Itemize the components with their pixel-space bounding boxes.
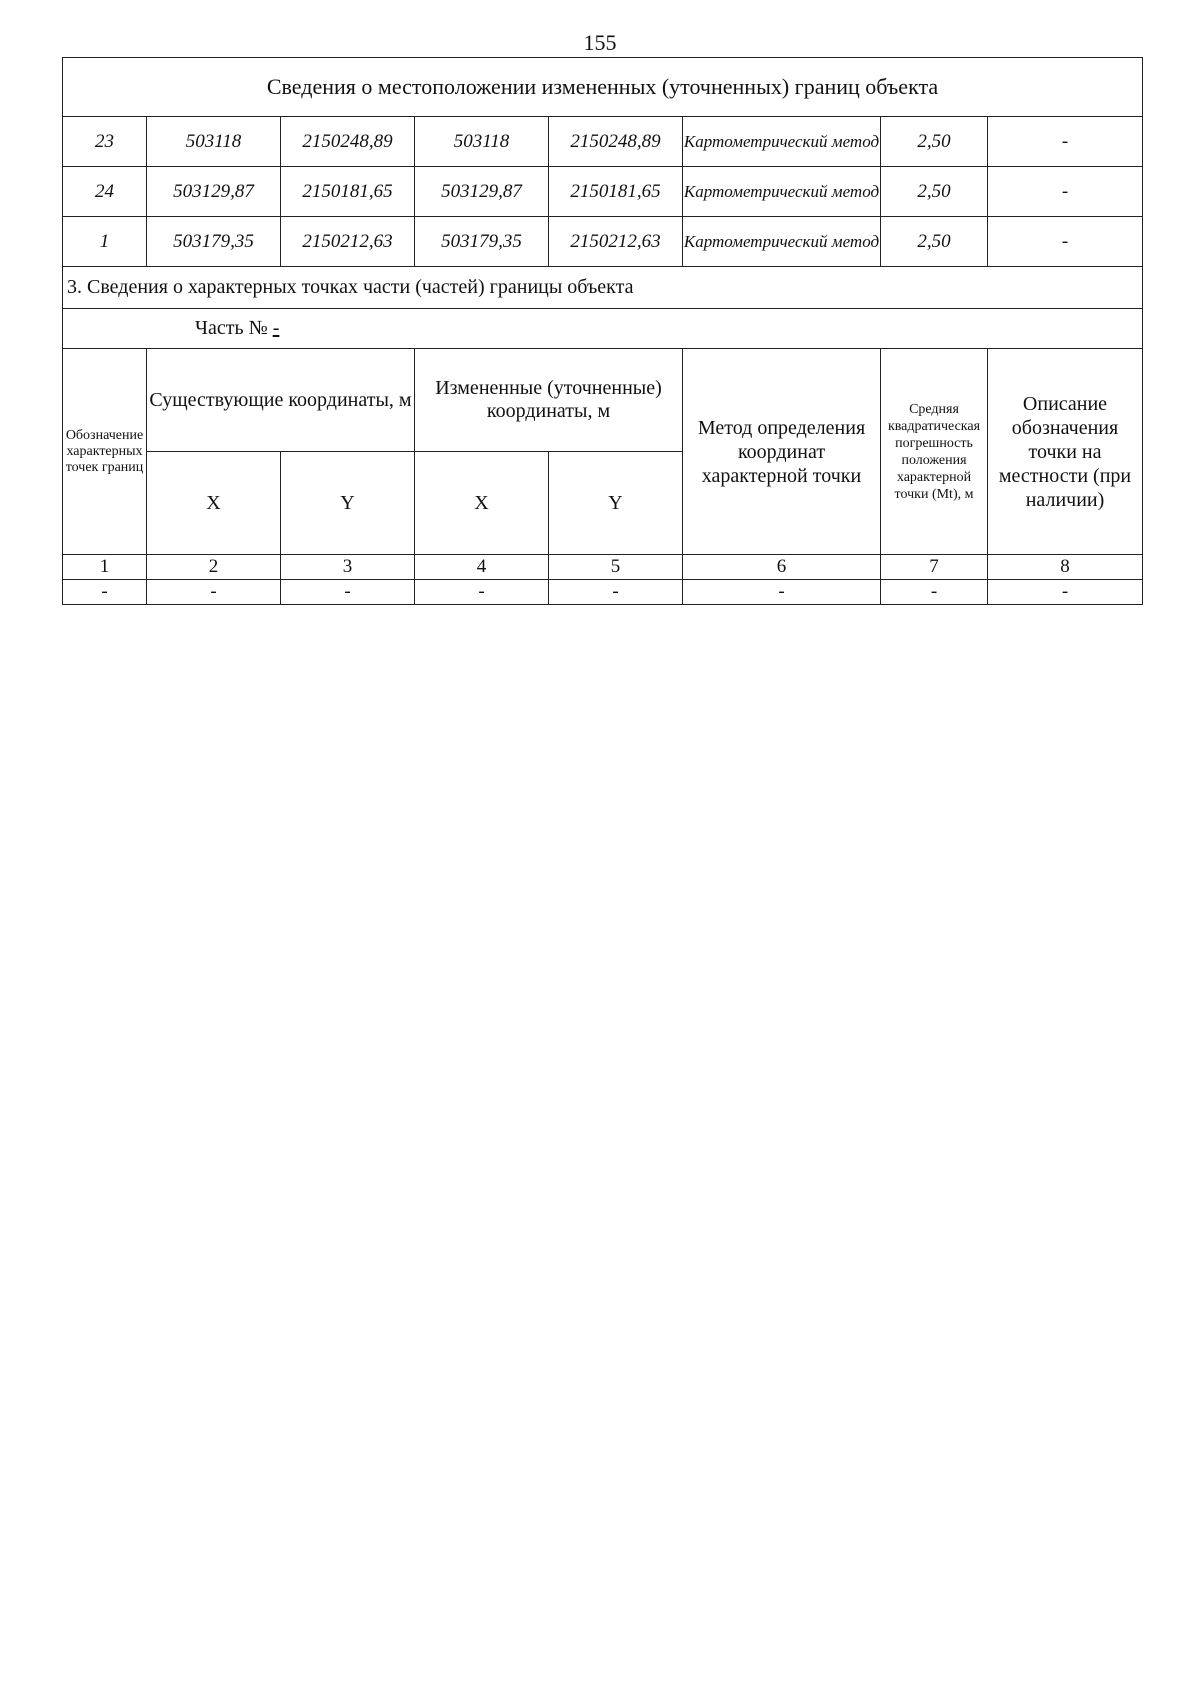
column-number: 6 [683,555,881,580]
column-number: 3 [281,555,415,580]
point-number: 23 [63,117,147,167]
changed-x: 503129,87 [415,167,549,217]
empty-cell: - [549,580,683,605]
empty-cell: - [881,580,988,605]
existing-x: 503179,35 [147,217,281,267]
header-existing-coords: Существующие координаты, м [147,349,415,452]
table-row [63,217,1143,267]
changed-y: 2150248,89 [549,117,683,167]
header-method: Метод определения координат характерной точки [683,349,881,555]
header-point-designation: Обозначение характерных точек границ [63,349,147,555]
description-cell: - [988,117,1143,167]
point-number: 24 [63,167,147,217]
part-value: - [272,317,280,339]
header-accuracy: Средняя квадратическая погрешность положения характерной точки (Mt), м [881,349,988,555]
empty-cell: - [147,580,281,605]
accuracy-cell: 2,50 [881,217,988,267]
changed-x: 503179,35 [415,217,549,267]
accuracy-cell: 2,50 [881,117,988,167]
existing-y: 2150181,65 [281,167,415,217]
method-cell: Картометрический метод [683,117,881,167]
empty-cell: - [63,580,147,605]
changed-y: 2150212,63 [549,217,683,267]
column-number: 8 [988,555,1143,580]
header-changed-x: X [415,452,549,555]
empty-cell: - [988,580,1143,605]
header-existing-x: X [147,452,281,555]
existing-y: 2150212,63 [281,217,415,267]
empty-cell: - [415,580,549,605]
part-number-line [63,309,1143,349]
empty-cell: - [683,580,881,605]
table-row [63,167,1143,217]
part-label: Часть № [195,317,268,339]
empty-cell: - [281,580,415,605]
table-row [63,580,1143,605]
column-number-row [63,555,1143,580]
header-description: Описание обозначения точки на местности (при наличии) [988,349,1143,555]
changed-x: 503118 [415,117,549,167]
column-number: 4 [415,555,549,580]
existing-x: 503129,87 [147,167,281,217]
accuracy-cell: 2,50 [881,167,988,217]
point-number: 1 [63,217,147,267]
column-number: 7 [881,555,988,580]
method-cell: Картометрический метод [683,167,881,217]
column-number: 1 [63,555,147,580]
section-3-title: 3. Сведения о характерных точках части (частей) границы объекта [63,267,1143,309]
column-number: 2 [147,555,281,580]
description-cell: - [988,217,1143,267]
description-cell: - [988,167,1143,217]
table-title: Сведения о местоположении измененных (уточненных) границ объекта [63,58,1143,117]
header-changed-coords: Измененные (уточненные) координаты, м [415,349,683,452]
existing-x: 503118 [147,117,281,167]
table-row [63,117,1143,167]
column-number: 5 [549,555,683,580]
changed-y: 2150181,65 [549,167,683,217]
method-cell: Картометрический метод [683,217,881,267]
page-number: 155 [583,30,617,55]
header-changed-y: Y [549,452,683,555]
header-existing-y: Y [281,452,415,555]
existing-y: 2150248,89 [281,117,415,167]
boundary-table [62,57,1143,605]
